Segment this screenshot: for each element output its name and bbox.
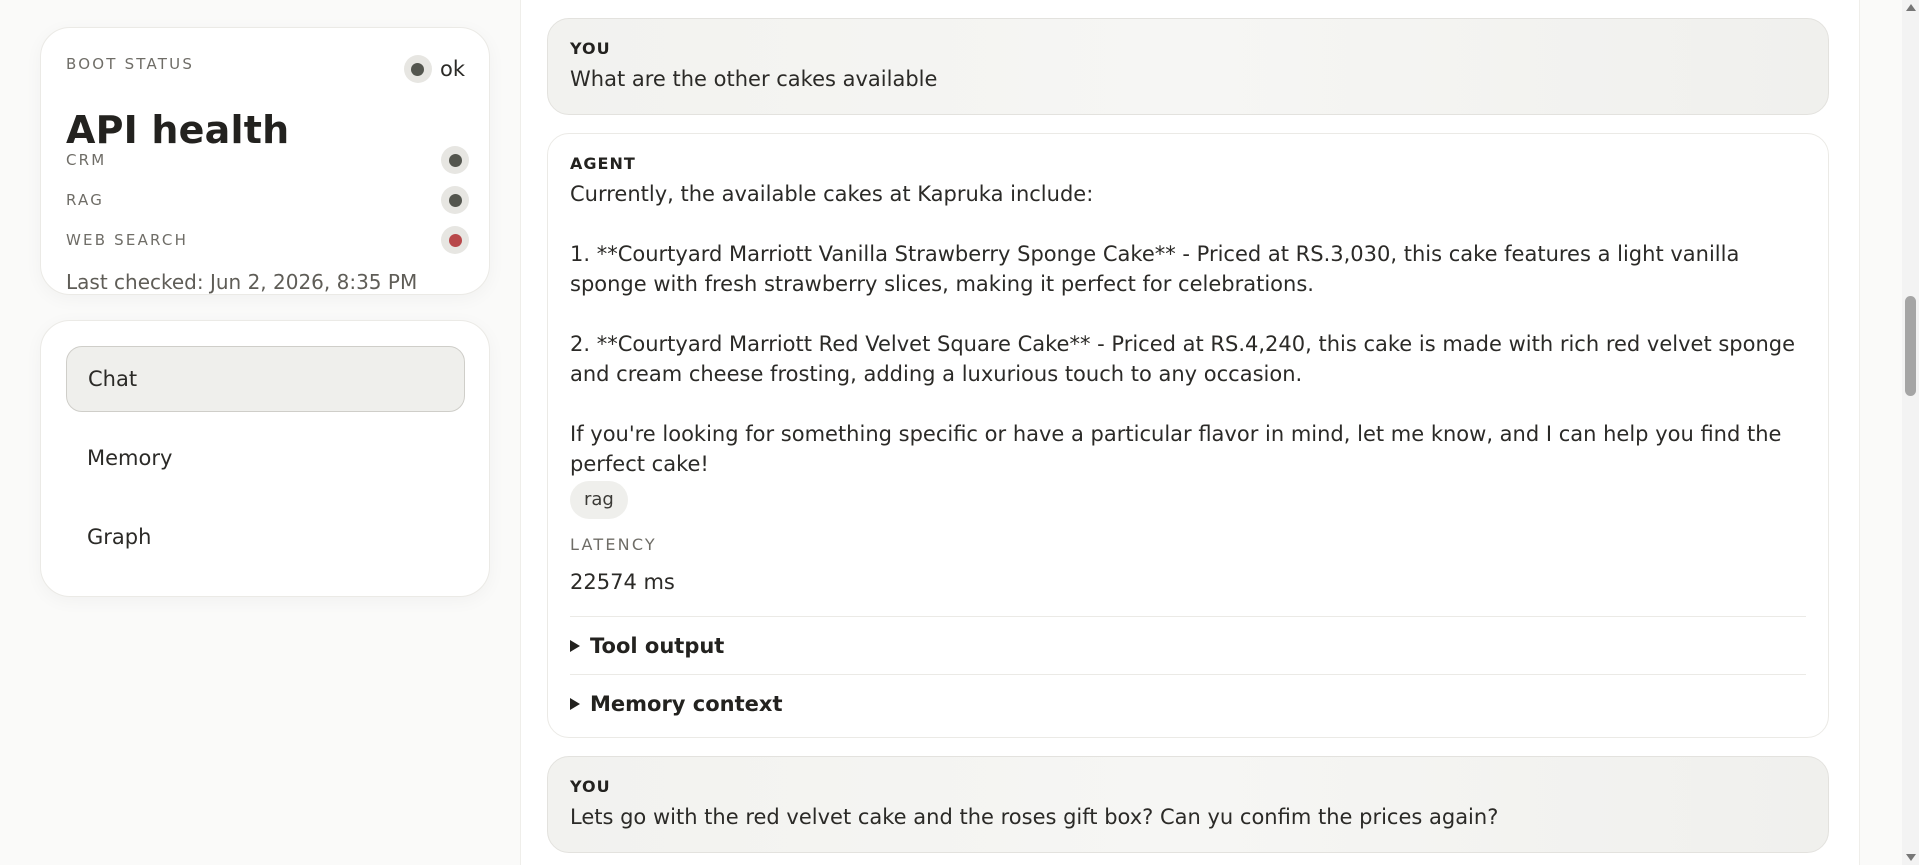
source-tag: rag [570, 481, 628, 519]
tool-output-toggle[interactable] [570, 616, 1806, 674]
message-text: What are the other cakes available [570, 67, 938, 91]
disclosure-triangle-icon [570, 698, 580, 710]
message-paragraph: 1. **Courtyard Marriott Vanilla Strawberry Sponge Cake** - Priced at RS.3,030, this cake features a light vanilla sponge with fresh strawberry slices, making it perfect for celebrations. [570, 242, 1740, 296]
message-paragraph: 2. **Courtyard Marriott Red Velvet Square Cake** - Priced at RS.4,240, this cake is made with rich red velvet sponge and cream cheese frosting, adding a luxurious touch to any occasion. [570, 332, 1796, 386]
service-row-rag [66, 185, 469, 215]
message-role: YOU [570, 777, 611, 796]
message-role: AGENT [570, 154, 636, 173]
service-label: CRM [66, 151, 107, 169]
memory-context-toggle[interactable] [570, 674, 1806, 732]
tool-output-label: Tool output [590, 633, 725, 658]
message-text: Lets go with the red velvet cake and the roses gift box? Can yu confim the prices again? [570, 805, 1499, 829]
overall-status-text: ok [439, 57, 465, 81]
service-row-web-search [66, 225, 469, 255]
user-message [547, 756, 1829, 853]
status-dot-error-icon [441, 226, 469, 254]
status-dot-icon [441, 186, 469, 214]
last-checked-timestamp: Last checked: Jun 2, 2026, 8:35 PM [66, 270, 418, 294]
sidebar [0, 0, 520, 865]
nav-item-chat[interactable]: Chat [66, 346, 465, 412]
api-health-card [40, 27, 490, 295]
message-paragraph: If you're looking for something specific or have a particular flavor in mind, let me know, and I can help you find the perfect cake! [570, 422, 1782, 476]
chat-panel [520, 0, 1860, 865]
message-paragraph: Currently, the available cakes at Kapruka include: [570, 182, 1094, 206]
status-dot-icon [441, 146, 469, 174]
status-dot-icon [404, 55, 432, 83]
disclosure-triangle-icon [570, 640, 580, 652]
scroll-up-icon[interactable] [1906, 4, 1916, 11]
boot-status-label: BOOT STATUS [66, 55, 195, 73]
memory-context-label: Memory context [590, 691, 783, 716]
latency-label: LATENCY [570, 535, 657, 554]
latency-value: 22574 ms [570, 570, 675, 594]
service-label: RAG [66, 191, 105, 209]
nav-item-graph[interactable]: Graph [87, 525, 152, 549]
nav-item-memory[interactable]: Memory [87, 446, 173, 470]
scroll-down-icon[interactable] [1906, 854, 1916, 861]
api-health-title: API health [66, 108, 290, 152]
service-row-crm [66, 145, 469, 175]
scroll-thumb[interactable] [1905, 296, 1916, 396]
agent-message [547, 133, 1829, 738]
message-role: YOU [570, 39, 611, 58]
nav-card [40, 320, 490, 597]
page-scrollbar[interactable] [1902, 0, 1919, 865]
user-message [547, 18, 1829, 115]
service-label: WEB SEARCH [66, 231, 189, 249]
overall-status [404, 55, 465, 83]
